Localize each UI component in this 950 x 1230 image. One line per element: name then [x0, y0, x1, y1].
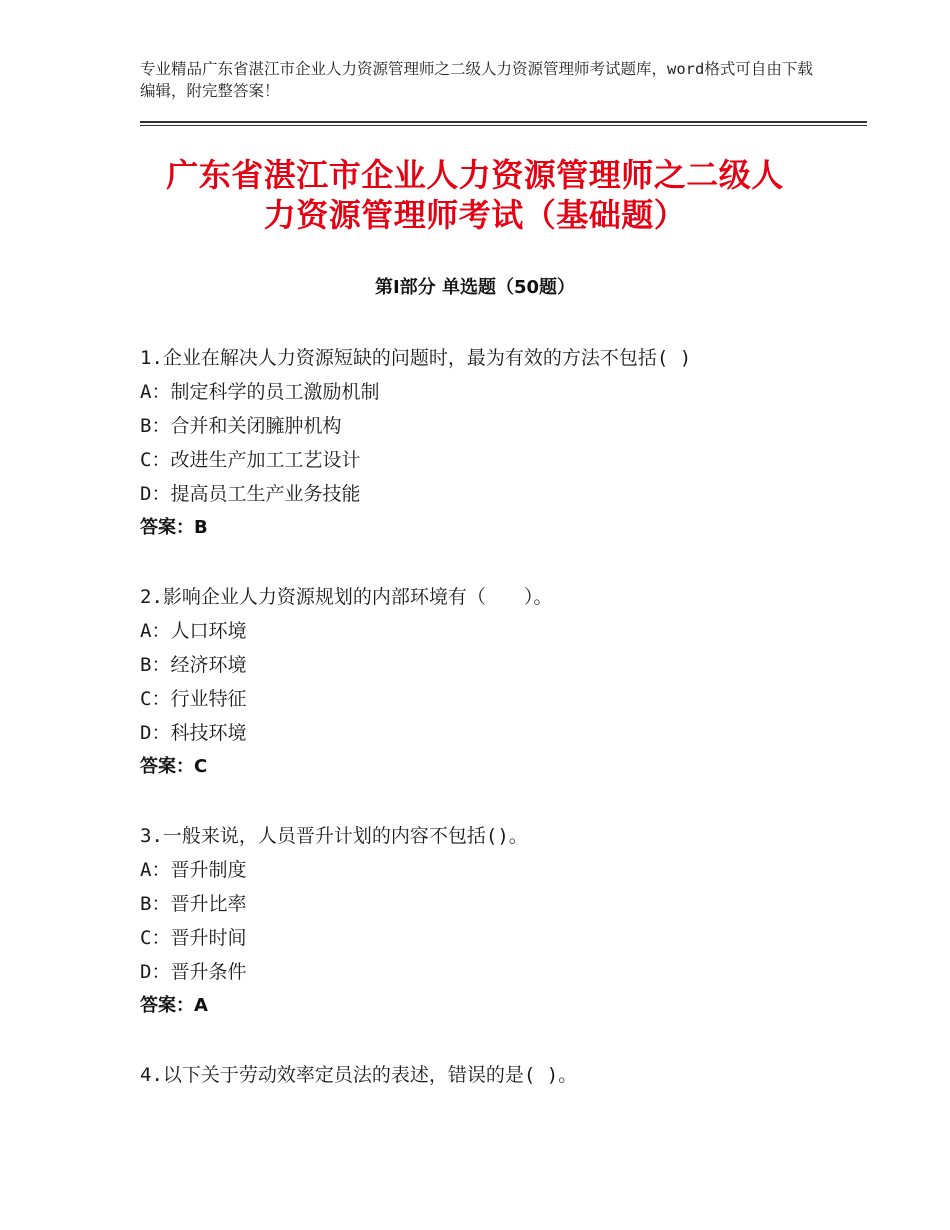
option-d: D：科技环境 — [140, 722, 247, 744]
question-stem: 1.企业在解决人力资源短缺的问题时，最为有效的方法不包括( ) — [140, 347, 692, 369]
option-a: A：晋升制度 — [140, 859, 247, 881]
option-d: D：晋升条件 — [140, 961, 247, 983]
question-2 — [140, 580, 860, 784]
option-c: C：行业特征 — [140, 688, 247, 710]
answer: 答案：A — [140, 995, 208, 1016]
question-3 — [140, 819, 860, 1023]
document-title-line-1: 广东省湛江市企业人力资源管理师之二级人 — [166, 156, 784, 194]
option-a: A：制定科学的员工激励机制 — [140, 381, 380, 403]
answer: 答案：B — [140, 517, 208, 538]
question-stem: 4.以下关于劳动效率定员法的表述，错误的是( )。 — [140, 1064, 578, 1086]
header-divider-thick — [140, 121, 867, 123]
option-c: C：改进生产加工工艺设计 — [140, 449, 361, 471]
option-b: B：晋升比率 — [140, 893, 247, 915]
option-d: D：提高员工生产业务技能 — [140, 483, 361, 505]
question-stem: 3.一般来说，人员晋升计划的内容不包括()。 — [140, 825, 528, 847]
page-header: 专业精品广东省湛江市企业人力资源管理师之二级人力资源管理师考试题库，word格式可自由下载编辑，附完整答案！ — [140, 60, 813, 100]
option-b: B：合并和关闭臃肿机构 — [140, 415, 342, 437]
header-divider-thin — [140, 125, 867, 126]
option-a: A：人口环境 — [140, 620, 247, 642]
answer: 答案：C — [140, 756, 208, 777]
document-title-line-2: 力资源管理师考试（基础题） — [263, 196, 687, 234]
section-title: 第Ⅰ部分 单选题（50题） — [374, 277, 575, 298]
option-b: B：经济环境 — [140, 654, 247, 676]
question-1 — [140, 341, 860, 545]
document-title — [100, 155, 850, 235]
question-stem: 2.影响企业人力资源规划的内部环境有（ ）。 — [140, 586, 553, 608]
option-c: C：晋升时间 — [140, 927, 247, 949]
question-4 — [140, 1058, 860, 1092]
